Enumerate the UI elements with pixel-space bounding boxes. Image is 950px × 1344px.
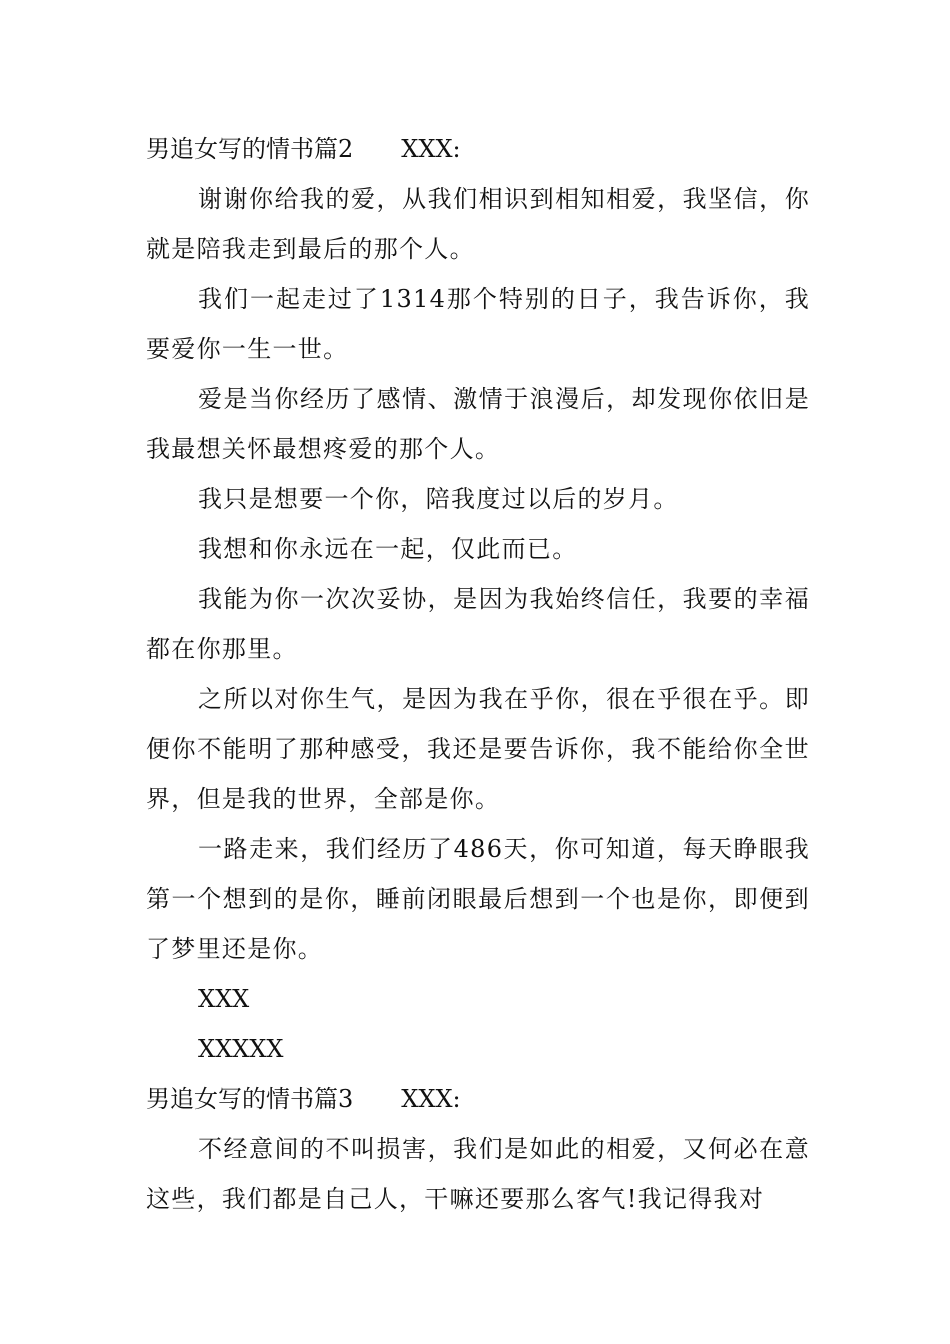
section-2-paragraph-4: 我只是想要一个你，陪我度过以后的岁月。 xyxy=(198,485,679,513)
section-2-signature: XXX xyxy=(198,985,250,1013)
section-2-paragraph-6: 我能为你一次次妥协，是因为我始终信任，我要的幸福都在你那里。 xyxy=(146,585,810,663)
section-2-greeting: XXX: xyxy=(401,135,461,163)
section-2-paragraph-2: 我们一起走过了1314那个特别的日子，我告诉你，我要爱你一生一世。 xyxy=(146,285,810,363)
document-body xyxy=(146,124,810,1224)
section-2-paragraph-5: 我想和你永远在一起，仅此而已。 xyxy=(198,535,578,563)
section-2-paragraph-1: 谢谢你给我的爱，从我们相识到相知相爱，我坚信，你就是陪我走到最后的那个人。 xyxy=(146,185,810,263)
section-2-paragraph-7: 之所以对你生气，是因为我在乎你，很在乎很在乎。即便你不能明了那种感受，我还是要告诉你，我不能给你全世界，但是我的世界，全部是你。 xyxy=(146,685,810,813)
section-2-date: XXXXX xyxy=(198,1035,284,1063)
section-3-title: 男追女写的情书篇3 xyxy=(146,1085,354,1113)
section-3-paragraph-1: 不经意间的不叫损害，我们是如此的相爱，又何必在意这些，我们都是自己人，干嘛还要那么客气!我记得我对 xyxy=(146,1135,810,1213)
section-2-title: 男追女写的情书篇2 xyxy=(146,135,354,163)
section-3-heading xyxy=(146,1074,810,1124)
section-2-paragraph-8: 一路走来，我们经历了486天，你可知道，每天睁眼我第一个想到的是你，睡前闭眼最后想到一个也是你，即便到了梦里还是你。 xyxy=(146,835,810,963)
section-2-paragraph-3: 爱是当你经历了感情、激情于浪漫后，却发现你依旧是我最想关怀最想疼爱的那个人。 xyxy=(146,385,810,463)
section-3-greeting: XXX: xyxy=(401,1085,461,1113)
section-2-heading xyxy=(146,124,810,174)
